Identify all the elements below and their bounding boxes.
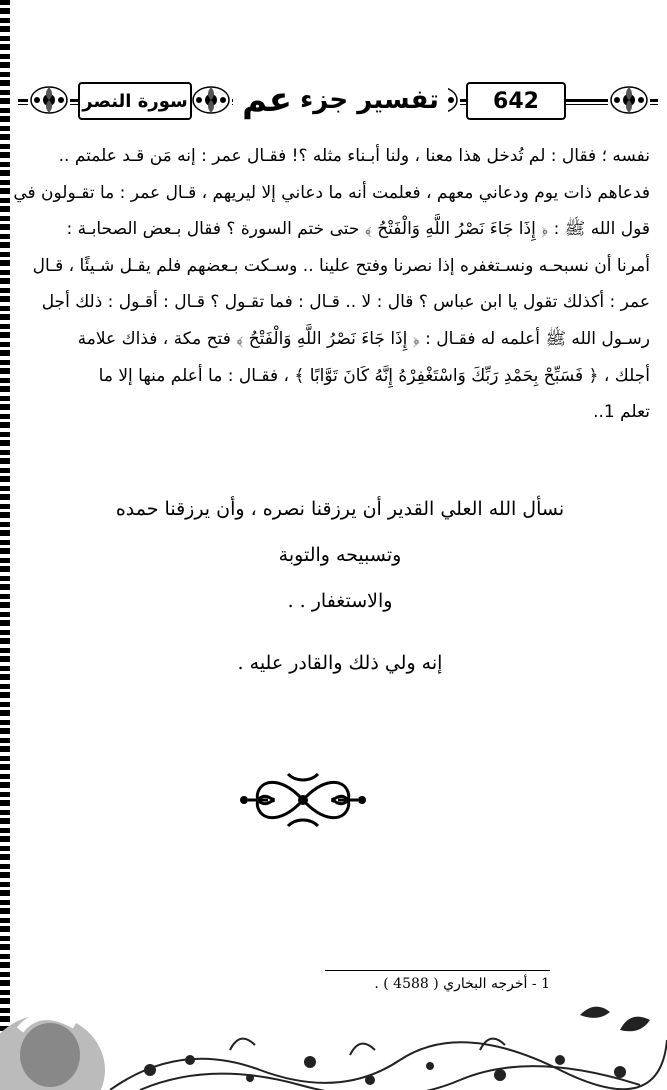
floral-ornament-icon — [190, 84, 232, 116]
tafsir-body-text — [10, 138, 650, 431]
body-line: أمرنا أن نسبحـه ونسـتغفره إذا نصرنا وفتح علينا .. وسـكت بـعضهم فلم يقـل شـيئًا ، قـال — [32, 255, 650, 276]
decorative-floral-border-icon — [0, 1000, 667, 1090]
book-title — [233, 78, 448, 122]
body-line: رسـول الله ﷺ أعلمه له فقـال : ﴿ إِذَا جَاءَ نَصْرُ اللَّهِ وَالْفَتْحُ ﴾ فتح مكة ، فذاك علامة — [77, 328, 650, 349]
book-title-juz: عم — [242, 80, 292, 120]
footnote-separator — [325, 970, 550, 971]
body-line: تعلم 1.. — [593, 402, 650, 423]
page-header — [18, 78, 658, 122]
floral-ornament-icon — [608, 84, 650, 116]
floral-ornament-icon — [28, 84, 70, 116]
section-divider-ornament-icon — [238, 768, 368, 832]
page-edge-pattern — [0, 0, 10, 1090]
body-line: قول الله ﷺ : ﴿ إِذَا جَاءَ نَصْرُ اللَّهِ وَالْفَتْحُ ﴾ حتى ختم السورة ؟ فقال بـعض الصحابـة : — [66, 219, 650, 240]
closing-supplication — [90, 486, 590, 686]
dua-line: والاستغفار . . — [287, 590, 393, 612]
body-line: أجلك ، ﴿ فَسَبِّحْ بِحَمْدِ رَبِّكَ وَاسْتَغْفِرْهُ إِنَّهُ كَانَ تَوَّابًا ﴾ ، فقـال : ما أعلم منها إلا ما — [98, 365, 650, 386]
body-line: نفسه ؛ فقال : لم تُدخل هذا معنا ، ولنا أبـناء مثله ؟! فقـال عمر : إنه مَن قـد علمتم .. — [58, 146, 650, 166]
body-line: عمر : أكذلك تقول يا ابن عباس ؟ قال : لا .. قـال : فما تقـول ؟ قـال : أقـول : ذلك أجل — [41, 292, 650, 313]
book-title-main: تفسير جزء — [299, 85, 439, 115]
footnote: 1 - أخرجه البخاري ( 4588 ) . — [374, 976, 550, 992]
dua-line: نسأل الله العلي القدير أن يرزقنا نصره ، وأن يرزقنا حمده وتسبيحه والتوبة — [115, 498, 565, 566]
surah-name: سورة النصر — [78, 82, 192, 120]
page-number: 642 — [466, 82, 566, 120]
dua-line: إنه ولي ذلك والقادر عليه . — [237, 652, 443, 674]
body-line: فدعاهم ذات يوم ودعاني معهم ، فعلمت أنه ما دعاني إلا ليريهم ، قـال عمر : ما تقـولون في — [13, 182, 650, 203]
